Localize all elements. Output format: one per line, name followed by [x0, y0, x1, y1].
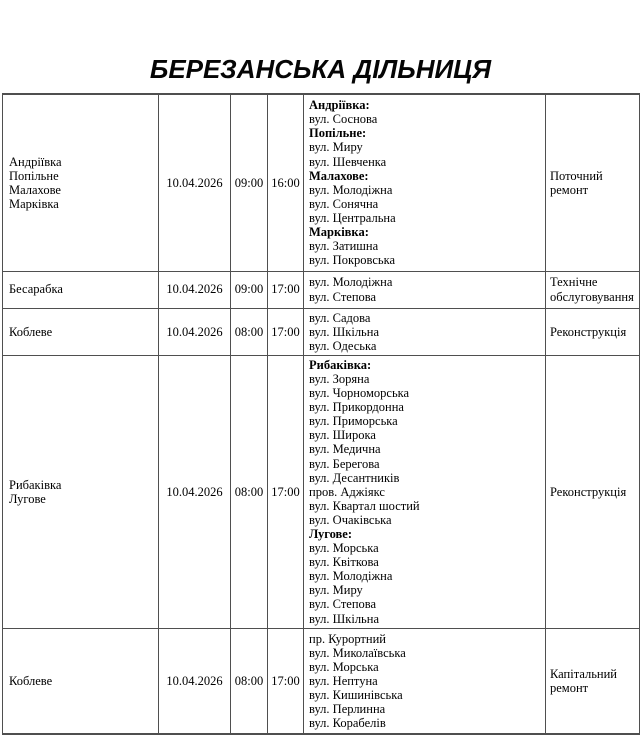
street-name: вул. Нептуна	[309, 673, 378, 688]
settlement-name: Коблеве	[9, 673, 53, 688]
date-cell: 10.04.2026	[159, 271, 231, 308]
settlements-cell	[3, 308, 159, 355]
street-name: вул. Степова	[309, 289, 377, 304]
start-time-cell: 09:00	[231, 271, 268, 308]
street-name: вул. Квартал шостий	[309, 498, 420, 513]
work-type-cell: Технічне обслуговування	[546, 271, 640, 308]
table-row	[3, 271, 640, 308]
settlements-cell	[3, 271, 159, 308]
settlement-name: Рибаківка	[9, 477, 62, 492]
street-name: пров. Аджіякс	[309, 484, 385, 499]
settlements-cell	[3, 628, 159, 734]
street-group-header: Марківка:	[309, 225, 369, 240]
street-name: вул. Шевченка	[309, 154, 387, 169]
street-name: вул. Морська	[309, 659, 379, 674]
start-time-cell: 08:00	[231, 355, 268, 628]
street-name: вул. Миколаївська	[309, 645, 406, 660]
schedule-table-body	[3, 94, 640, 734]
street-name: вул. Молодіжна	[309, 275, 393, 290]
start-time-cell: 08:00	[231, 628, 268, 734]
street-name: вул. Миру	[309, 140, 363, 155]
street-name: вул. Очаківська	[309, 512, 392, 527]
start-time-cell: 08:00	[231, 308, 268, 355]
street-group-header: Андріївка:	[309, 98, 370, 113]
street-name: пр. Курортний	[309, 631, 386, 646]
street-name: вул. Центральна	[309, 210, 396, 225]
work-type-cell: Реконструкція	[546, 308, 640, 355]
streets-cell	[304, 271, 546, 308]
street-name: вул. Миру	[309, 583, 363, 598]
end-time-cell: 17:00	[268, 628, 304, 734]
settlement-name: Андріївка	[9, 154, 62, 169]
date-cell: 10.04.2026	[159, 628, 231, 734]
settlement-name: Малахове	[9, 182, 61, 197]
table-row	[3, 94, 640, 271]
street-name: вул. Прикордонна	[309, 400, 404, 415]
street-name: вул. Корабелів	[309, 716, 386, 731]
end-time-cell: 17:00	[268, 271, 304, 308]
street-name: вул. Степова	[309, 597, 377, 612]
date-cell: 10.04.2026	[159, 94, 231, 271]
street-name: вул. Зоряна	[309, 371, 370, 386]
street-group-header: Лугове:	[309, 527, 353, 542]
street-name: вул. Соснова	[309, 112, 378, 127]
settlement-name: Марківка	[9, 196, 59, 211]
work-type-cell: Поточний ремонт	[546, 94, 640, 271]
outage-schedule-table	[2, 93, 640, 735]
settlement-name: Лугове	[9, 491, 46, 506]
page-title: БЕРЕЗАНСЬКА ДІЛЬНИЦЯ	[149, 54, 492, 84]
street-name: вул. Шкільна	[309, 324, 379, 339]
streets-cell	[304, 628, 546, 734]
settlement-name: Коблеве	[9, 324, 53, 339]
street-group-header: Малахове:	[309, 168, 369, 183]
settlements-cell	[3, 355, 159, 628]
end-time-cell: 17:00	[268, 308, 304, 355]
date-cell: 10.04.2026	[159, 355, 231, 628]
street-name: вул. Квіткова	[309, 555, 379, 570]
street-name: вул. Морська	[309, 541, 379, 556]
table-row	[3, 308, 640, 355]
streets-cell	[304, 94, 546, 271]
street-name: вул. Берегова	[309, 456, 380, 471]
street-name: вул. Покровська	[309, 253, 396, 268]
settlements-cell	[3, 94, 159, 271]
street-name: вул. Молодіжна	[309, 182, 393, 197]
street-name: вул. Чорноморська	[309, 386, 410, 401]
date-cell: 10.04.2026	[159, 308, 231, 355]
street-name: вул. Затишна	[309, 239, 379, 254]
street-name: вул. Медична	[309, 442, 381, 457]
street-name: вул. Кишинівська	[309, 688, 403, 703]
street-name: вул. Приморська	[309, 414, 398, 429]
street-name: вул. Широка	[309, 428, 376, 443]
street-name: вул. Перлинна	[309, 702, 386, 717]
table-row	[3, 628, 640, 734]
end-time-cell: 17:00	[268, 355, 304, 628]
street-name: вул. Одеська	[309, 338, 377, 353]
street-name: вул. Шкільна	[309, 611, 379, 626]
end-time-cell: 16:00	[268, 94, 304, 271]
settlement-name: Бесарабка	[9, 282, 63, 297]
work-type-cell: Реконструкція	[546, 355, 640, 628]
street-name: вул. Десантників	[309, 470, 400, 485]
street-name: вул. Молодіжна	[309, 569, 393, 584]
street-group-header: Попільне:	[309, 126, 367, 141]
settlement-name: Попільне	[9, 168, 59, 183]
work-type-cell: Капітальний ремонт	[546, 628, 640, 734]
streets-cell	[304, 355, 546, 628]
street-name: вул. Сонячна	[309, 196, 379, 211]
street-name: вул. Садова	[309, 310, 371, 325]
streets-cell	[304, 308, 546, 355]
start-time-cell: 09:00	[231, 94, 268, 271]
table-row	[3, 355, 640, 628]
street-group-header: Рибаківка:	[309, 357, 372, 372]
